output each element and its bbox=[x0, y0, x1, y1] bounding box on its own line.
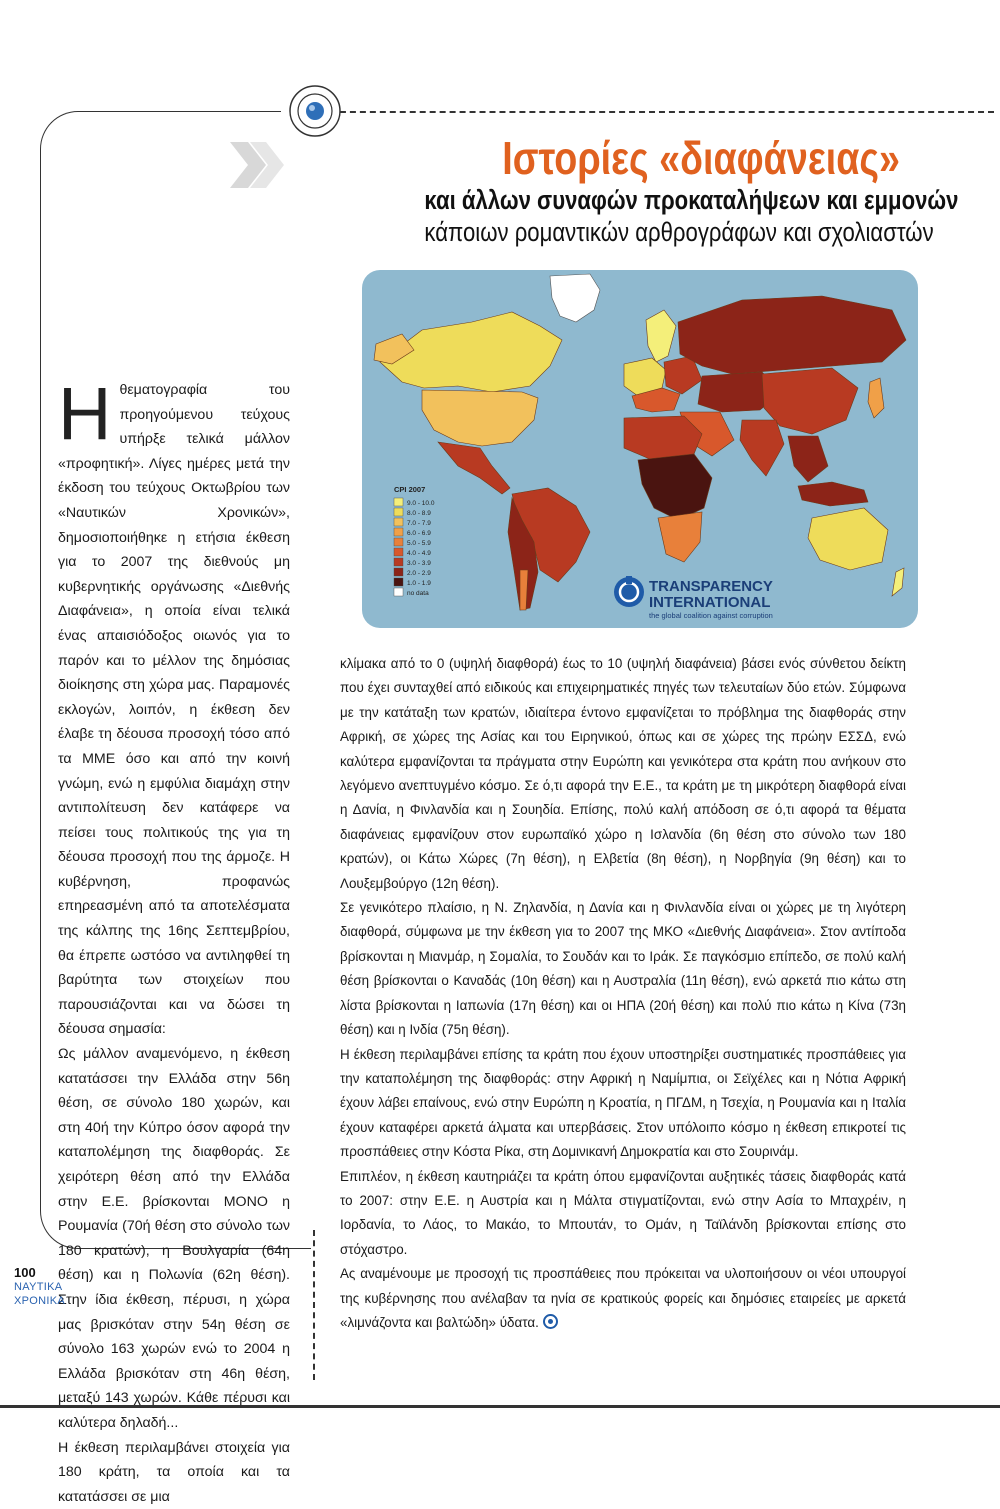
magazine-name-line-2: ΧΡΟΝΙΚΑ bbox=[14, 1295, 66, 1307]
end-of-article-icon bbox=[543, 1314, 558, 1329]
chevron-double-icon bbox=[226, 140, 286, 190]
legend-label: 6.0 - 6.9 bbox=[407, 530, 431, 537]
footer-dashed-rule bbox=[313, 1230, 315, 1380]
frame-left-rule bbox=[40, 150, 41, 1200]
left-paragraph-1: θεματογραφία του προηγούμενου τεύχους υπήρξε τελικά μάλλον «προφητική». Λίγες ημέρες μετά την έκδοση του τεύχους Οκτωβρίου των «Ναυτικών Χρονικών», δημοσιοποιήθηκε η ετήσια έκθεση για το 2007 της διεθνούς μη κυβερνητικής οργάνωσης «Διεθνής Διαφάνεια», η οποία είναι τελικά ένας απαισιόδοξος οιωνός για το παρόν και το μέλλον της δημόσιας διοίκησης στη χώρα μας. Παραμονές εκλογών, λοιπόν, η έκθεση δεν έλαβε τη δέουσα προσοχή τόσο από τα ΜΜΕ όσο και από την κοινή γνώμη, ενώ η εμφύλια διαμάχη στην αντιπολίτευση δεν κατάφερε να πείσει τους πολιτικούς της για τη δέουσα προσοχή που της άρμοζε. Η κυβέρνηση, προφανώς επηρεασμένη από τα αποτελέσματα της κάλπης της 16ης Σεπτεμβρίου, θα έπρεπε ωστόσο να αντιληφθεί τη βαρύτητα των στοιχείων που παρουσιάζονται και να δώσει τη δέουσα σημασία: bbox=[58, 382, 290, 1038]
legend-swatch bbox=[394, 498, 403, 506]
legend-label: 2.0 - 2.9 bbox=[407, 570, 431, 577]
left-paragraph-3: Η έκθεση περιλαμβάνει στοιχεία για 180 κράτη, τα οποία και τα κατατάσσει σε μια bbox=[58, 1439, 290, 1505]
legend-label: no data bbox=[407, 590, 429, 597]
left-paragraph-2: Ως μάλλον αναμενόμενο, η έκθεση κατατάσσει την Ελλάδα στην 56η θέση, σε σύνολο 180 χωρών, και στη 40ή την Κύπρο όσον αφορά την καταπολέμηση της διαφθοράς. Σε χειρότερη θέση από την Ελλάδα στην Ε.Ε. βρίσκονται ΜΟΝΟ η Ρουμανία (70ή θέση στο σύνολο των 180 κρατών), η Βουλγαρία (64η θέση) και η Πολωνία (62η θέση). Στην ίδια έκθεση, πέρυσι, η χώρα μας βρισκόταν στην 54η θέση σε σύνολο 163 χωρών ενώ το 2004 η Ελλάδα βρισκόταν στη 46η θέση, μεταξύ 143 χωρών. Κάθε πέρυσι και καλύτερα δηλαδή... bbox=[58, 1046, 290, 1431]
legend-label: 4.0 - 4.9 bbox=[407, 550, 431, 557]
legend-label: 3.0 - 3.9 bbox=[407, 560, 431, 567]
subtitle-line-1: και άλλων συναφών προκαταλήψεων και εμμονών bbox=[424, 185, 959, 215]
right-paragraph-3: Η έκθεση περιλαμβάνει επίσης τα κράτη που έχουν υποστηρίξει συστηματικές προσπάθειες για την καταπολέμηση της διαφθοράς: στην Αφρική η Ναμίμπια, οι Σεϊχέλες και η Νότια Αφρική έχουν λάβει επαίνους, ενώ στην Ευρώπη η Κροατία, η ΠΓΔΜ, η Τσεχία, η Ρουμανία και η Ιταλία έχουν καταφέρει αρκετά άλματα και υπερβάσεις. Στον υπόλοιπο κόσμο η έκθεση επικροτεί τις προσπάθειες στην Κόστα Ρίκα, στη Δομινικανή Δημοκρατία και στο Σουρινάμ. bbox=[340, 1046, 906, 1160]
right-paragraph-4: Επιπλέον, η έκθεση καυτηριάζει τα κράτη όπου εμφανίζονται αυξητικές τάσεις διαφθοράς κατά το 2007: στην Ε.Ε. η Αυστρία και η Μάλτα στιγματίζονται, ενώ στην Ασία το Μπαχρέιν, η Ιορδανία, το Λάος, το Μακάο, το Μπουτάν, το Ομάν, η Ταϊλάνδη βρίσκονται επίσης στο στόχαστρο. bbox=[340, 1168, 906, 1257]
left-column bbox=[58, 372, 290, 1509]
target-icon bbox=[288, 84, 342, 138]
page-title: Ιστορίες «διαφάνειας» bbox=[502, 132, 900, 184]
right-paragraph-2: Σε γενικότερο πλαίσιο, η Ν. Ζηλανδία, η Δανία και η Φινλανδία είναι οι χώρες με τη λιγότερη διαφθορά, σύμφωνα με την έκθεση για το 2007 της ΜΚΟ «Διεθνής Διαφάνεια». Στον αντίποδα βρίσκονται η Μιανμάρ, η Σομαλία, το Σουδάν και το Ιράκ. Σε παγκόσμιο επίπεδο, σε πολύ καλή θέση βρίσκονται ο Καναδάς (10η θέση) και η Αυστραλία (11η θέση), ενώ αρκετά πιο κάτω στη λίστα βρίσκονται η Ιαπωνία (17η θέση) και οι ΗΠΑ (20ή θέση) και πολύ πιο κάτω η Κίνα (73η θέση) και η Ινδία (75η θέση). bbox=[340, 900, 906, 1038]
folio bbox=[14, 1266, 65, 1308]
legend-swatch bbox=[394, 548, 403, 556]
cpi-world-map bbox=[362, 270, 918, 628]
legend-swatch bbox=[394, 578, 403, 586]
ti-name-line-2: INTERNATIONAL bbox=[649, 594, 771, 611]
ti-name-line-1: TRANSPARENCY bbox=[649, 578, 773, 595]
legend-label: 1.0 - 1.9 bbox=[407, 580, 431, 587]
map-legend bbox=[394, 485, 435, 597]
magazine-name-line-1: ΝΑΥΤΙΚΑ bbox=[14, 1281, 63, 1293]
header-dashed-rule bbox=[320, 111, 994, 113]
legend-label: 8.0 - 8.9 bbox=[407, 510, 431, 517]
right-paragraph-5-text: Ας αναμένουμε με προσοχή τις προσπάθειες που πρόκειται να υλοποιήσουν οι νέοι υπουργοί της κυβέρνησης που ανέλαβαν τα ηνία σε κρατικούς φορείς και δημόσιες εταιρείες με αρκετά «λιμνάζοντα και βαλτώδη» ύδατα. bbox=[340, 1266, 906, 1330]
page-number: 100 bbox=[14, 1265, 36, 1280]
legend-swatch bbox=[394, 558, 403, 566]
legend-label: 9.0 - 10.0 bbox=[407, 500, 435, 507]
legend-label: 7.0 - 7.9 bbox=[407, 520, 431, 527]
headline bbox=[320, 132, 959, 248]
legend-swatch bbox=[394, 588, 403, 596]
legend-swatch bbox=[394, 508, 403, 516]
legend-swatch bbox=[394, 538, 403, 546]
legend-title: CPI 2007 bbox=[394, 485, 426, 494]
legend-swatch bbox=[394, 518, 403, 526]
ti-tagline: the global coalition against corruption bbox=[649, 611, 773, 620]
right-column bbox=[340, 652, 906, 1335]
legend-swatch bbox=[394, 568, 403, 576]
right-paragraph-5 bbox=[340, 1262, 906, 1335]
legend-label: 5.0 - 5.9 bbox=[407, 540, 431, 547]
subtitle-line-2: κάποιων ρομαντικών αρθρογράφων και σχολιαστών bbox=[424, 217, 934, 247]
right-paragraph-1: κλίμακα από το 0 (υψηλή διαφθορά) έως το 10 (υψηλή διαφάνεια) βάσει ενός σύνθετου δείκτη που έχει συνταχθεί από ειδικούς και επιχειρηματικές πηγές των τελευταίων δύο ετών. Σύμφωνα με την κατάταξη των κρατών, ιδιαίτερα έντονο εμφανίζεται το πρόβλημα της διαφθοράς στην Αφρική, σε χώρες της Ασίας και του Ειρηνικού, όπως και σε χώρες της πρώην ΕΣΣΔ, ενώ καλύτερα εμφανίζονται τα πράγματα στην Ευρώπη και γενικότερα στα κράτη που ανήκουν στο λεγόμενο ανεπτυγμένο κόσμο. Σε ό,τι αφορά την Ε.Ε., τα κράτη με τη μικρότερη διαφθορά είναι η Δανία, η Φινλανδία και η Σουηδία. Επίσης, πολύ καλή απόδοση σε ό,τι αφορά τα θέματα διαφάνειας εμφανίζουν στον ευρωπαϊκό χώρο η Ισλανδία (6η θέση στο σύνολο των 180 κρατών), οι Κάτω Χώρες (7η θέση), η Ελβετία (8η θέση), η Νορβηγία (9η θέση) και το Λουξεμβούργο (12η θέση). bbox=[340, 656, 906, 891]
drop-cap: Η bbox=[58, 372, 112, 455]
legend-swatch bbox=[394, 528, 403, 536]
